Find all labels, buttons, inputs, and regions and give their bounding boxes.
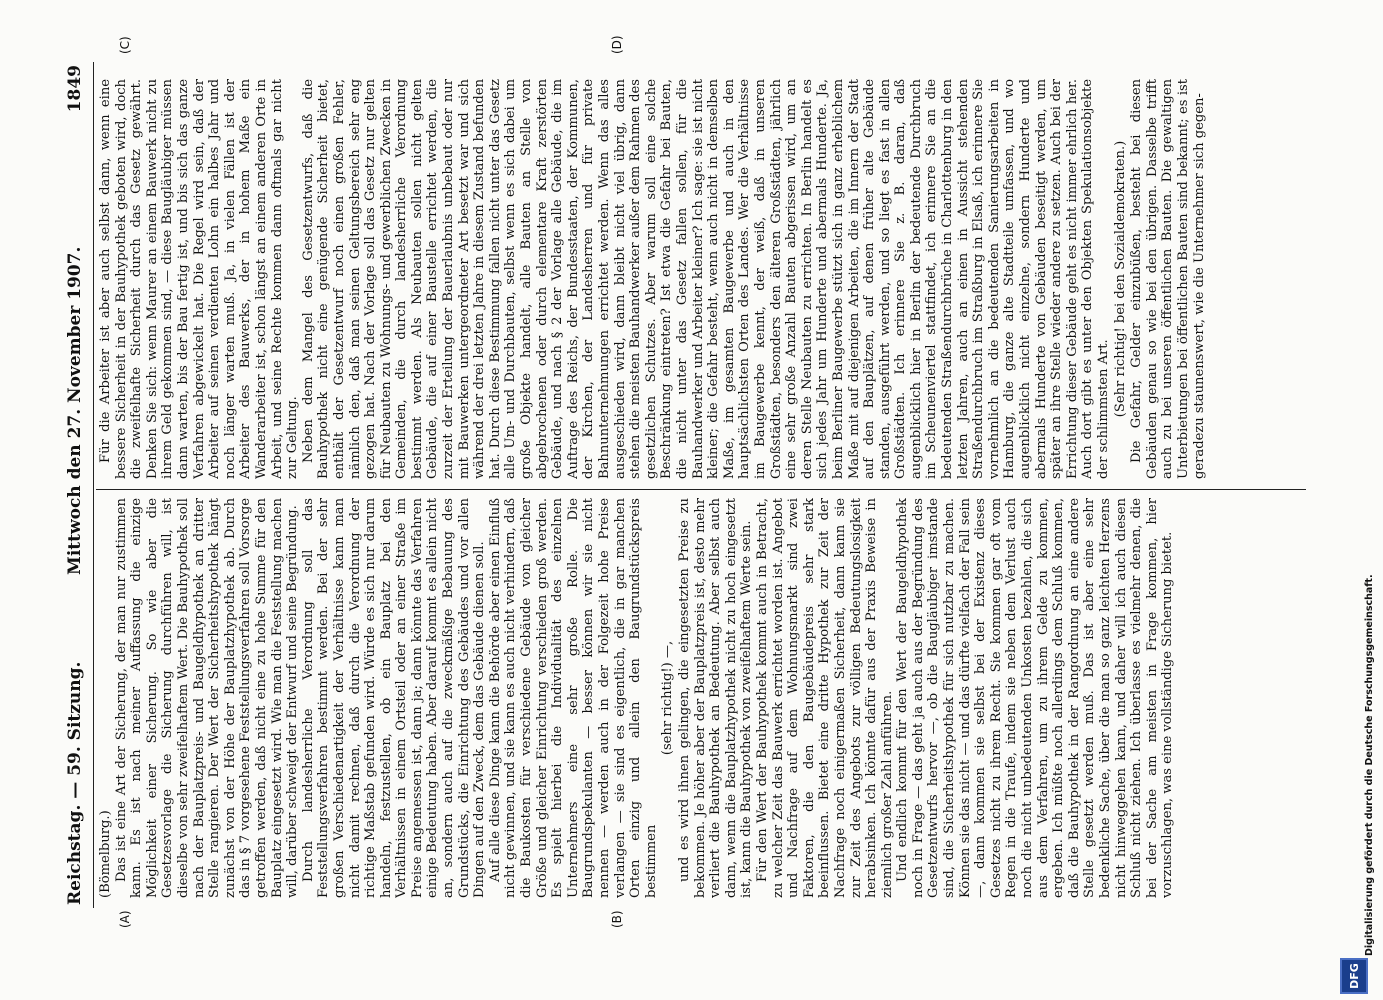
paragraph: Und endlich kommt für den Wert der Baugeldhypothek noch in Frage — das geht ja auch aus der Begründung des Gesetzentwurfs hervor —, ob die Baugläubiger imstande sind, die Sicherheitshypothek für sich nutzbar zu machen. Können sie das nicht — und das dürfte vielfach der Fall sein —, dann kommen sie selbst bei der Existenz dieses Gesetzes nicht zu ihrem Recht. Sie kommen gar oft vom Regen in die Traufe, indem sie neben dem Verlust auch noch die nicht unbedeutenden Unkosten bezahlen, die sich aus dem Verfahren, um zu ihrem Gelde zu kommen, ergeben. Ich müßte noch allerdings dem Schluß kommen, daß die Bauhypothek in der Rangordnung an eine andere Stelle gesetzt werden muß. Das ist aber eine sehr bedenkliche Sache, über die man so ganz leichten Herzens nicht hinweggehen kann, und daher will ich auch diesen Schluß nicht ziehen. Ich überlasse es vielmehr denen, die bei der Sache am meisten in Frage kommen, hier vorzuschlagen, was eine vollständige Sicherung bietet. [895,498,1176,898]
interjection: (Sehr richtig! bei den Sozialdemokraten.) [1112,140,1128,418]
paragraph: Für den Wert der Bauhypothek kommt auch in Betracht, zu welcher Zeit das Bauwerk errichtet worden ist. Angebot und Nachfrage auf dem Wohnungsmarkt sind zwei Faktoren, die den Baugebäudepreis sehr stark beeinflussen. Bietet eine dritte Hypothek zur Zeit der Nachfrage noch einigermaßen Sicherheit, dann kann sie zur Zeit des Angebots zur völligen Bedeutungslosigkeit herabsinken. Ich könnte dafür aus der Praxis Beweise in ziemlich großer Zahl anführen. [754,498,895,898]
column-divider [96,489,1306,490]
digitization-credit: Digitalisierung gefördert durch die Deutsche Forschungsgemeinschaft. [1364,574,1375,956]
paragraph: und es wird ihnen gelingen, die eingesetzten Preise zu bekommen. Je höher aber der Bauplatzpreis ist, desto mehr verliert die Bauhypothek an Bedeutung. Aber selbst auch dann, wenn die Bauplatzhypothek nicht zu hoch eingesetzt ist, kann die Bauhypothek von zweifelhaftem Werte sein. [676,498,755,898]
interjection: (sehr richtig!) —, [660,640,676,756]
paragraph: Für die Arbeiter ist aber auch selbst dann, wenn eine bessere Sicherheit in der Bauhypothek geboten wird, doch die zweifelhafte Sicherheit durch das Gesetz gewährt. Denken Sie sich: wenn Maurer an einem Bauwerk nicht zu ihrem Geld gekommen sind, — diese Baugläubiger müssen dann warten, bis der Bau fertig ist, und bis sich das ganze Verfahren abgewickelt hat. Die Regel wird sein, daß der Arbeiter auf seinen verdienten Lohn ein halbes Jahr und noch länger warten muß. Ja, in vielen Fällen ist der Arbeiter des Bauwerks, der in hohem Maße ein Wanderarbeiter ist, schon längst an einem anderen Orte in Arbeit, und seine Rechte kommen dann oftmals gar nicht zur Geltung. [98,79,301,479]
margin-marker-c: (C) [118,36,132,54]
page-number: 1849 [65,65,85,113]
paragraph: Neben dem Mangel des Gesetzentwurfs, daß die Bauhypothek nicht eine genügende Sicherheit bietet, enthält der Gesetzentwurf noch einen großen Fehler, nämlich den, daß man seinen Geltungsbereich sehr eng gezogen hat. Nach der Vorlage soll das Gesetz nur gelten für Neubauten zu Wohnungs- und gewerblichen Zwecken in Gemeinden, die durch landesherrliche Verordnung bestimmt werden. Als Neubauten sollen nicht gelten Gebäude, die auf einer Baustelle errichtet werden, die zurzeit der Erteilung der Bauerlaubnis unbebaut oder nur mit Bauwerken untergeordneter Art besetzt war und sich während der drei letzten Jahre in diesem Zustand befunden hat. Durch diese Bestimmung fallen nicht unter das Gesetz alle Um- und Durchbauten, selbst wenn es sich dabei um große Objekte handelt, alle Bauten an Stelle von abgebrochenen oder durch elementare Kraft zerstörten Gebäude, und nach § 2 der Vorlage alle Gebäude, die im Auftrage des Reichs, der Bundesstaaten, der Kommunen, der Kirchen, der Landesherren und für private Bahnunternehmungen errichtet werden. Wenn das alles ausgeschieden wird, dann bleibt nicht viel übrig, dann stehen die meisten Bauhandwerker außer dem Rahmen des gesetzlichen Schutzes. Aber warum soll eine solche Beschränkung eintreten? Ist etwa die Gefahr bei Bauten, die nicht unter das Gesetz fallen sollen, für die Bauhandwerker und Arbeiter kleiner? Ich sage: sie ist nicht kleiner; die Gefahr besteht, wenn auch nicht in demselben Maße, im gesamten Baugewerbe und auch in den hauptsächlichsten Orten des Landes. Wer die Verhältnisse im Baugewerbe kennt, der weiß, daß in unseren Großstädten, besonders den älteren Großstädten, jährlich eine sehr große Anzahl Bauten abgerissen wird, um an deren Stelle Neubauten zu errichten. In Berlin handelt es sich jedes Jahr um Hunderte und abermals Hunderte. Ja, beim Berliner Baugewerbe stützt sich in ganz erheblichem Maße mit auf diejenigen Arbeiten, die im Innern der Stadt auf den Bauplätzen, auf denen früher alte Gebäude standen, ausgeführt werden, und so liegt es fast in allen Großstädten. Ich erinnere Sie z. B. daran, daß augenblicklich hier in Berlin der bedeutende Durchbruch im Scheunenviertel stattfindet, ich erinnere Sie an die bedeutenden Straßendurchbrüche in Charlottenburg in den letzten Jahren, auch an einen in Aussicht stehenden Straßendurchbruch im Straßburg in Elsaß, ich erinnere Sie vornehmlich an die bedeutenden Sanierungsarbeiten in Hamburg, die ganze alte Stadtteile umfassen, und wo augenblicklich nicht einzelne, sondern Hunderte und abermals Hunderte von Gebäuden beseitigt werden, um später an ihre Stelle wieder andere zu setzen. Auch bei der Errichtung dieser Gebäude geht es nicht immer ehrlich her. Auch dort gibt es unter den Objekten Spekulationsobjekte der schlimmsten Art. [300,79,1111,479]
margin-marker-d: (D) [610,35,624,54]
page-header [63,65,93,905]
margin-marker-b: (B) [610,910,624,928]
dfg-logo: DFG [1340,958,1368,994]
left-column [98,498,1298,898]
paragraph: Auf alle diese Dinge kann die Behörde aber einen Einfluß nicht gewinnen, und sie kann es auch nicht verhindern, daß die Baukosten für verschiedene Gebäude von gleicher Größe und gleicher Einrichtung verschieden groß werden. Es spielt hierbei die Individualität des einzelnen Unternehmers eine sehr große Rolle. Die Baugrundspekulanten — besser können wir sie nicht nennen — werden auch in der Folgezeit hohe Preise verlangen — sie sind es eigentlich, die in gar manchen Orten einzig und allein den Baugrundstückspreis bestimmen [487,498,659,898]
paragraph: Durch landesherrliche Verordnung soll das Feststellungsverfahren bestimmt werden. Bei der sehr großen Verschiedenartigkeit der Verhältnisse kann man nicht damit rechnen, daß durch die Verordnung der richtige Maßstab gefunden wird. Würde es sich nur darum handeln, festzustellen, ob ein Bauplatz bei den Verhältnissen in einem Ortsteil oder an einer Straße im Preise angemessen ist, dann ja; dann könnte das Verfahren einige Bedeutung haben. Aber darauf kommt es allein nicht an, sondern auch auf die zweckmäßige Bebauung des Grundstücks, die Einrichtung des Gebäudes und vor allen Dingen auf den Zweck, dem das Gebäude dienen soll. [300,498,488,898]
paragraph: Die Gefahr, Gelder einzubüßen, besteht bei diesen Gebäuden genau so wie bei den übrigen. Dasselbe trifft auch zu bei unseren öffentlichen Bauten. Die gewaltigen Unterbietungen bei öffentlichen Bauten sind bekannt; es ist geradezu staunenswert, wie die Unternehmer sich gegen- [1129,79,1207,479]
paragraph: Das ist eine Art der Sicherung, der man nur zustimmen kann. Es ist nach meiner Auffassung die einzige Möglichkeit einer Sicherung. So wie aber die Gesetzesvorlage die Sicherung durchführen will, ist dieselbe von sehr zweifelhaftem Wert. Die Bauhypothek soll nach der Bauplatzpreis- und Baugeldhypothek an dritter Stelle rangieren. Der Wert der Sicherheitshypothek hängt zunächst von der Höhe der Bauplatzhypothek ab. Durch das in § 7 vorgesehene Feststellungsverfahren soll Vorsorge getroffen werden, daß nicht eine zu hohe Summe für den Bauplatz eingesetzt wird. Wie man die Feststellung machen will, darüber schweigt der Entwurf und seine Begründung. [113,498,301,898]
header-date: Mittwoch den 27. November 1907. [65,246,85,575]
speaker-name: (Bömelburg.) [98,810,113,898]
right-column [98,79,1298,479]
header-session: Reichstag. — 59. Sitzung. [65,661,85,905]
margin-marker-a: (A) [118,910,132,928]
header-rule [93,62,94,908]
